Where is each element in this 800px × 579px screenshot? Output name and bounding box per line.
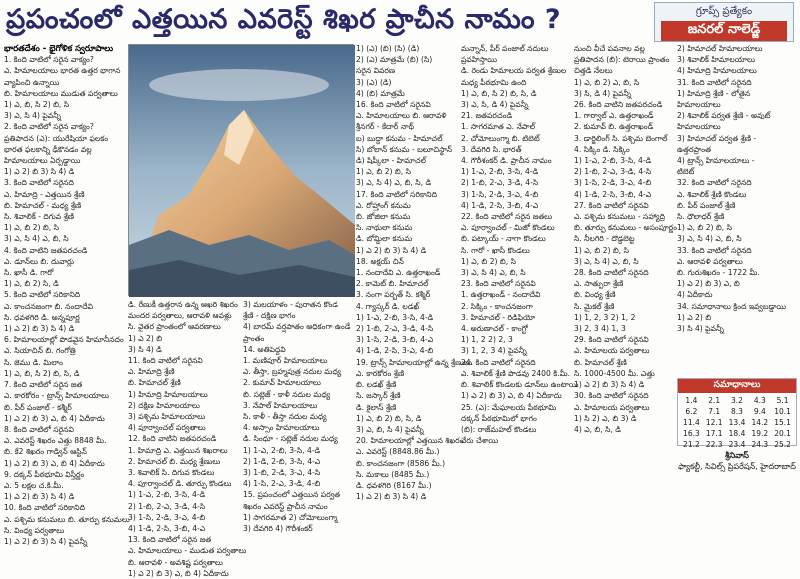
text-line: 1. ఉత్తరాఖండ్ - నందాదేవి — [461, 290, 541, 300]
text-line: 2) దక్షిణ హిమాలయాలు — [128, 400, 200, 410]
answer-item: 11.4 — [683, 418, 700, 427]
text-line: ప్రాంతం — [243, 333, 265, 343]
answer-item: 24.3 — [751, 440, 769, 449]
text-line: బి. గురుశిఖరం - 1722 మీ. — [677, 268, 760, 278]
text-line: 4) 1-డి, 2-సి, 3-ఎ, 4-బి — [356, 346, 434, 356]
text-line: 4) 1-డి, 2-సి, 3-బి, 4-ఎ — [128, 524, 206, 534]
section-heading: భారతదేశం - భైగోళిక స్వరూపాలు — [4, 44, 114, 54]
text-line: 4. గౌరీశంకర్ డి. ప్రాచీన నామం — [461, 156, 552, 166]
text-line: 4) 1-సి, 2-ఎ, 3-డి, 4-బి — [243, 479, 321, 489]
headline: ప్రపంచంలో ఎత్తయిన ఎవరెస్ట్ శిఖర ప్రాచీన నామం ? — [6, 4, 562, 35]
text-line: సి. మైకల్ శ్రేణి — [574, 301, 615, 311]
text-line: 1) ఎ 2) బి 3) సి 4) డి — [574, 380, 645, 390]
text-line: ఎ. హిమాద్రి శ్రేణి — [128, 367, 175, 377]
text-line: ఎ. హిమాలయ పర్వతాలు — [574, 402, 650, 412]
text-line: 1) ఎ, బి 2) బి, సి, డి — [356, 413, 422, 423]
text-line: ఎ. తీస్తా, బ్రహ్మపుత్ర నదుల మధ్య — [243, 367, 342, 377]
text-line: 4. కింది వాటిని జతపరచండి — [4, 245, 88, 255]
text-line: 3. శివాలిక్ సి. దిగువ కొండలు — [128, 468, 215, 478]
column-5 — [461, 44, 579, 478]
text-line: 26. కింది వాటిని జతపరచండి — [574, 100, 663, 110]
text-line: ఎ. హిమాలయాలు - ముడుత పర్వతాలు — [128, 546, 247, 556]
text-line: 1) ఎ 2) బి 3) సి 4) డి — [356, 492, 427, 502]
text-line: 4. అరుణాచల్ - కాంగ్టో — [461, 324, 528, 334]
text-line: ఎ. పూర్వాంచల్ - మిజో కొండలు — [461, 223, 555, 233]
text-line: 11. కింది వాటిలో సరైనవి — [128, 356, 203, 366]
text-line: 4) 1-డి, 2-సి, 3-బి, 4-ఎ — [461, 200, 539, 210]
text-line: 1. హిమాద్రి ఎ. ఎత్తయిన శిఖరాలు — [128, 445, 228, 455]
text-line: 1) ఎ 2) బి 3) సి 4) డి — [4, 167, 75, 177]
text-line: 2) 1-బి, 2-ఎ, 3-డి, 4-సి — [128, 501, 206, 511]
text-line: 3) సి, డి 4) పైవన్నీ — [574, 88, 632, 98]
text-line: సి) బోలాన్ కనుమ - బలూచిస్థాన్ — [356, 144, 452, 154]
text-line: 1) ఎ, బి 2) బి, సి — [4, 223, 59, 233]
text-line: ఎ. సాత్పురా శ్రేణి — [574, 279, 624, 289]
text-line: సి. ధౌలాధర్ శ్రేణి — [677, 212, 725, 222]
text-line: బి. హిమాచల్ - మధ్య శ్రేణి — [4, 200, 82, 210]
column-3 — [243, 300, 353, 534]
text-line: 3) ఎ, సి 4) ఎ, బి, సి — [461, 268, 526, 278]
answer-item: 13.4 — [728, 418, 746, 427]
column-1 — [4, 44, 130, 546]
mountain-illustration — [129, 45, 355, 297]
text-line: సి. జస్కార్ శ్రేణి — [356, 391, 401, 401]
text-line: 3. నంగా పర్బత్ సి. కశ్మీర్ — [356, 290, 431, 300]
text-line: 28. కింది వాటిలో సరైనది — [574, 268, 649, 278]
text-line: 27. కింది వాటిలో సరైనవి — [574, 200, 649, 210]
text-line: 1. గార్వాల్ ఎ. ఉత్తరాఖండ్ — [574, 111, 654, 121]
text-line: మన్నాన్, పీర్ పంజాల్ నదులు — [461, 44, 549, 53]
text-line: 2) 1-బి, 2-ఎ, 3-డి, 4-సి — [356, 324, 434, 334]
answer-item: 14.2 — [751, 418, 769, 427]
text-line: ఎ. కాంచనజంగా బి. నందాదేవి — [4, 301, 94, 311]
text-line: 1) 1, 2 2) 2, 3 — [461, 335, 513, 345]
text-line: 3) హిమాచల్ పర్వత శ్రేణి - — [677, 133, 757, 143]
column-6 — [574, 44, 678, 478]
text-line: 25. (ఎ): మేఘాలయ పీఠభూమి — [461, 402, 557, 412]
text-line: 2. సిక్కిం - కాంచనజంగా — [461, 301, 533, 311]
answer-item: 4.3 — [753, 396, 766, 405]
answer-item: 2.1 — [708, 396, 721, 405]
text-line: సి. నాథులా కనుమ — [356, 223, 413, 233]
tag-line1: గ్రూప్స్ ప్రత్యేకం — [695, 6, 753, 17]
text-line: బి. పీర్ పంజాల్ శ్రేణి — [677, 200, 736, 210]
text-line: 4) హిమాద్రి హిమాలయాలు — [677, 66, 757, 76]
text-line: డి. రేణుకీ ఉత్తరాన ఉన్న ఆఖరి శిఖరం — [128, 300, 238, 309]
answer-item: 8.3 — [731, 407, 743, 416]
text-line: బి. హిమాచల్ శ్రేణి — [574, 357, 627, 367]
text-line: శ్రీనగర్ - కేదార్ నాథ్ — [356, 122, 415, 132]
text-line: 1) ఎ, బి 2) బి, సి — [677, 223, 732, 233]
text-line: 1) ఎ 2) బి 3) సి 4) డి — [4, 324, 75, 334]
text-line: సి. జెము డి. మిలాం — [4, 357, 63, 367]
text-line: డి) షిప్కీలా - హిమాచల్ — [356, 156, 427, 166]
text-line: నుంచి వీచే పవనాల వల్ల — [574, 44, 645, 53]
text-line: 3) 1-సి, 2-డి, 3-ఎ, 4-బి — [461, 189, 539, 199]
text-line: 1) ఎ, బి, సి 2) బి, సి, డి — [461, 88, 537, 98]
answer-item: 18.4 — [728, 429, 746, 438]
answer-item: 25.2 — [774, 440, 791, 449]
text-line: 1) ఎ 2) బి — [128, 333, 163, 343]
text-line: 1) ఎ, బి, సి 2) బి, సి, డి — [4, 368, 80, 378]
answer-item: 5.1 — [776, 396, 789, 405]
text-line: 4) ట్రాన్స్ హిమాలయాలు - — [677, 156, 755, 166]
text-line: 3) 1, 2, 3 4) పైవన్నీ — [461, 346, 527, 356]
text-line: 4) ఏదీకాదు — [677, 290, 713, 300]
text-line: బి. ఆరావళి - అవశిష్ట పర్వతాలు — [128, 557, 223, 567]
text-line: 23. కింది వాటిలో సరైనవి — [461, 279, 536, 289]
text-line: 8. కింది వాటిలో సరైనవి — [4, 424, 74, 434]
text-line: 5. కింది వాటిలో సరికానిది — [4, 290, 81, 300]
text-line: 4. గ్యాస్కర్ డి. లడఖ్ — [356, 301, 420, 311]
text-line: 24. కింది వాటిలో సరైనది — [461, 357, 536, 367]
text-line: 3) దేవగిరి 4) గౌరీశంకర్ — [243, 524, 313, 534]
text-line: ఎ. హిమాలయాలు భారత ఉత్తర భాగాన — [4, 66, 121, 76]
text-line: 12. కింది వాటిని జతపరచండి — [128, 434, 217, 444]
text-line: 1. సాగరమాత ఎ. నేపాల్ — [461, 122, 535, 132]
text-line: 29. కింది వాటిలో సరైనవి — [574, 335, 649, 345]
text-line: 1) ఎ 2) బి 3) ఎ, బి 4) ఏదీకాదు — [4, 413, 105, 423]
text-line: 1) సి 2) ఎ, బి 3) డి — [574, 413, 637, 423]
text-line: 2. కుమావ్ హిమాలయాలు — [243, 378, 321, 388]
column-2 — [128, 300, 247, 578]
text-line: సి. ఖాసీ డి. గారో — [4, 268, 54, 278]
text-line: 1) 1-ఎ, 2-బి, 3-సి, 4-డి — [461, 167, 539, 177]
text-line: బి. జోజిలా కనుమ — [356, 212, 411, 222]
text-line: 3) సి 4) పైవన్నీ — [677, 324, 724, 334]
column-7 — [677, 44, 797, 374]
text-line: 2) (ఎ) మాత్రమే (బి) (సి) — [356, 55, 433, 65]
text-line: సి. నీలగిరి - దొడ్డబెట్ట — [574, 234, 635, 244]
answers-title: సమాధానాలు — [678, 379, 796, 393]
text-line: మందర పర్వతాలు, ఆరావళి ఆవళ్లు — [128, 311, 232, 321]
text-line: 1) 1-ఎ, 2-బి, 3-సి, 4-డి — [128, 490, 206, 500]
text-line: ఎ. రోహ్తాంగ్ కనుమ — [356, 200, 411, 210]
text-line: 1) ఎ 2) బి 3) సి 4) పైవన్నీ — [4, 536, 88, 546]
text-line: డి. కైలాస్ శ్రేణి — [356, 402, 397, 412]
text-line: (బి): రాజ్‌మహల్ కొండలు — [461, 424, 537, 434]
text-line: 1) ఎ, బి 2) ఎ, బి, సి — [574, 77, 640, 87]
text-line: 6. హిమాలయాల్లో పొడవైన హిమానీనదం — [4, 335, 124, 345]
text-line: 19. ట్రాన్స్ హిమాలయాల్లో ఉన్న శ్రేణులు — [356, 357, 473, 367]
text-line: బి. హిమాచల్ శ్రేణి — [128, 378, 181, 388]
text-line: 10. కింది వాటిలో సరికానిది — [4, 503, 86, 513]
text-line: 3) (ఎ) (డి) — [356, 77, 392, 87]
text-line: 1) హిమాద్రి హిమాలయాలు — [128, 389, 208, 399]
text-line: 21. జతపరచండి — [461, 111, 513, 121]
answer-item: 7.1 — [708, 407, 721, 416]
text-line: 16. కింది వాటిలో సరైనవి — [356, 100, 431, 110]
text-line: మధ్య పీఠభూమి ఉంది — [461, 77, 527, 87]
text-line: డి. ధవళగిరి (8167 మీ.) — [356, 480, 432, 490]
text-line: ఎ. శివాలిక్ శ్రేణి కొండలు — [677, 189, 747, 199]
text-line: 2) హిమాచల్ హిమాలయాలు — [677, 44, 763, 53]
text-line: 7. కింది వాటిలో సరైన జత — [4, 380, 83, 390]
text-line: ఉత్తరప్రాంత — [677, 144, 711, 154]
text-line: 4. పూర్వాంచల్ డి. తూర్పు కొండలు — [128, 479, 232, 489]
answer-item: 21.2 — [683, 440, 700, 449]
text-line: 1) ఎ, బి 2) బి, సి — [574, 245, 629, 255]
text-line: 1) 1, 2, 3 2) 1, 2 — [574, 312, 636, 322]
text-line: బి. హిమాలయాలు ముడుత పర్వతాలు — [4, 88, 118, 98]
text-line: చిత్తడి నేలలు — [574, 66, 613, 76]
text-line: టిబెట్ — [677, 167, 695, 177]
text-line: ఎ. ఆరావళి పర్వతాలు — [677, 256, 743, 266]
text-line: 3) 1-సి, 2-డి, 3-బి, 4-ఎ — [356, 335, 434, 345]
author-credit — [677, 450, 797, 478]
text-line: 4) బారమ్ వర్షపాతం అధికంగా ఉండే — [243, 322, 351, 332]
text-line: బి. తూర్పు కనుమలు - అసంపూర్ణం — [574, 223, 678, 233]
answer-item: 16.3 — [683, 429, 700, 438]
text-line: సి. శివాలిక్ - దిగువ శ్రేణి — [4, 212, 75, 222]
text-line: ప్రవహిస్తాయి — [461, 55, 498, 65]
text-line: 4. సిక్కిం డి. సిక్కిం — [574, 144, 630, 154]
text-line: బ) బుద్ధా కనుమ - హిమాచల్ — [356, 133, 443, 143]
text-line: సి. గారో - ఖాసీ కొండలు — [461, 245, 530, 255]
text-line: 3) 1-బి, 2-డి, 3-ఎ, 4-సి — [243, 468, 321, 478]
text-line: ఎ. హిమాద్రి - ఎత్తయిన శ్రేణి — [4, 189, 85, 199]
text-line: ఎ. ఎవరెస్ట్ (8848.86 మీ.) — [356, 447, 440, 457]
text-line: 3) సి 4) డి — [128, 344, 162, 354]
text-line: ఎ. డూన్‌లు బి. దువార్లు — [4, 256, 75, 266]
text-line: 14. అతిపెద్దవి — [243, 344, 286, 354]
text-line: ఎ. పశ్చిమ కనుమలు బి. తూర్పు కనుమలు — [4, 514, 130, 524]
text-line: 34. సమాధానాలు క్రింద ఇవ్వబడ్డాయి — [677, 301, 787, 311]
text-line: బి. కే2 శిఖరం గాడ్విన్ ఆస్టిన్ — [4, 447, 87, 457]
text-line: 3) ఎ, సి 4) పైవన్నీ — [4, 111, 62, 121]
answer-item: 9.4 — [753, 407, 766, 416]
text-line: 3) ఎ, సి 4) ఎ, బి, సి — [574, 256, 639, 266]
text-line: 2. హిమాచల్ బి. మధ్య శ్రేణులు — [128, 456, 221, 466]
text-line: 3. దేవగిరి సి. భారత్ — [461, 144, 522, 154]
text-line: 4) పూర్వాంచల్ పర్వతాలు — [128, 423, 206, 433]
text-line: సి. ధవళగిరి డి. అన్నపూర్ణ — [4, 312, 80, 322]
text-line: 1. కింది వాటిలో సరైన వాక్యం? — [4, 55, 94, 65]
text-line: 2) శివాలిక్ పర్వత శ్రేణి - అవుట్ — [677, 111, 771, 121]
text-line: 3) ఎ, బి, సి 4) పైవన్నీ — [356, 424, 424, 434]
column-4 — [356, 44, 473, 502]
text-line: 3. నేపాల్ హిమాలయాలు — [243, 400, 318, 410]
author-role: ఫ్యాకల్టీ, సివిల్స్ ప్రిపరేషన్, హైదరాబాద్ — [678, 462, 796, 471]
text-line: 3. డార్జిలింగ్ సి. పశ్చిమ బెంగాల్ — [574, 133, 668, 143]
text-line: 2. కింది వాటిలో సరైన వాక్యం? — [4, 122, 94, 132]
text-line: 1) ఎ 2) బి — [677, 312, 712, 322]
text-line: ఎ. శివాలిక్ శ్రేణి పొడవు 2400 కి.మీ. — [461, 368, 571, 378]
text-line: 1) ఎ, బి 2) బి, సి — [356, 167, 411, 177]
text-line: ఎ. పశ్చిమ కనుమలు - సహ్యాద్రి — [574, 212, 665, 222]
text-line: 3) 1-సి, 2-డి, 3-ఎ, 4-బి — [128, 512, 206, 522]
answer-item: 22.3 — [705, 440, 723, 449]
text-line: 1) సాగరమాత 2) చోమోలుంగ్మా — [243, 512, 338, 522]
text-line: సి. వింధ్య పర్వతాలు — [4, 525, 65, 535]
text-line: 2) 1-బి, 2-ఎ, 3-డి, 4-సి — [574, 167, 652, 177]
text-line: బి. పట్కాయ్ - నాగా కొండలు — [461, 234, 546, 244]
text-line: బి. కాంచనజంగా (8586 మీ.) — [356, 458, 446, 468]
text-line: 32. కింది వాటిలో సరైనది — [677, 178, 752, 188]
text-line: హిమాలయాలు ఏర్పడ్డాయి — [4, 156, 81, 166]
answers-box — [677, 378, 797, 449]
text-line: 2. కుమావ్ బి. ఉత్తరాఖండ్ — [574, 122, 654, 132]
text-line: 1) హిమాద్రి శ్రేణి - లోతైన — [677, 88, 751, 98]
text-line: 30. కింది వాటిలో సరైనది — [574, 391, 649, 401]
text-line: 2. కామెట్ బి. హిమాచల్ — [356, 279, 429, 289]
answer-item: 1.4 — [685, 396, 698, 405]
section-tag — [654, 2, 794, 42]
text-line: 1) 1-ఎ, 2-బి, 3-సి, 4-డి — [243, 445, 321, 455]
answers-grid — [678, 393, 796, 452]
text-line: 1) ఎ 2) బి 3) సి 4) డి — [4, 492, 75, 502]
text-line: దక్కన్ పీఠభూమిలో భాగం — [461, 413, 537, 423]
text-line: హిమాలయాలు — [677, 122, 721, 132]
text-line: ప్రతిపాదన (ఎ): యురేషియా ఫలకం — [4, 133, 109, 143]
text-line: ఎ. హిమాలయాలు బి. ఆరావళి — [356, 111, 447, 121]
text-line: 3) శివాలిక్ హిమాలయాలు — [677, 55, 755, 65]
text-line: 13. కింది వాటిలో సరైన జత — [128, 535, 212, 545]
text-line: సి. వైతర ప్రాంతంలో ఆవరణాలు — [128, 322, 221, 332]
text-line: 2. చోమోలుంగ్మా బి. టిబెట్ — [461, 133, 540, 143]
text-line: శిఖరం ఎవరెస్ట్ ప్రాచీన నామం — [243, 501, 328, 511]
answer-item: 12.1 — [705, 418, 723, 427]
text-line: 3) మలయాళం - పురాతన కొండ — [243, 300, 338, 309]
text-line: 17. కింది వాటిలో సరికానిది — [356, 189, 438, 199]
text-line: 3) పశ్చిమ హిమాలయాలు — [128, 412, 206, 422]
answer-item: 10.1 — [774, 407, 791, 416]
text-line: 1) ఎ, బి 2) బి, సి — [461, 256, 516, 266]
text-line: 3) 2, 3 4) 1, 3 — [574, 324, 626, 334]
text-line: 22. కింది వాటిలో సరైన జతలు — [461, 212, 553, 222]
text-line: 1) 1-ఎ, 2-బి, 3-సి, 4-డి — [356, 312, 434, 322]
everest-photo — [128, 44, 354, 296]
text-line: బి. పీర్ పంజాల్ - కశ్మీర్ — [4, 402, 72, 412]
text-line: 1) 1-ఎ, 2-బి, 3-సి, 4-డి — [574, 156, 652, 166]
text-line: వేరు చేశాయి — [461, 436, 499, 446]
answer-item: 17.1 — [705, 429, 723, 438]
author-name: శ్రీనివాస్ — [725, 451, 749, 460]
answer-item: 3.2 — [731, 396, 743, 405]
text-line: బి. వింధ్య శ్రేణి — [574, 290, 616, 300]
answer-item: 23.4 — [728, 440, 746, 449]
text-line: డి. సింధూ - సట్లెజ్ నదుల మధ్య — [243, 434, 338, 444]
text-line: ఎ. హిమాలయ పర్వతాలు — [574, 346, 650, 356]
text-line: సి. కాళీ - తీస్తా నదుల మధ్య — [243, 412, 327, 422]
text-line: 20. హిమాలయాల్లో ఎత్తయిన శిఖరం — [356, 436, 464, 446]
text-line: 4) (బి) మాత్రమే — [356, 88, 405, 98]
text-line: హిమాలయాలు — [677, 100, 721, 110]
text-line: 4. అస్సాం హిమాలయాలు — [243, 423, 320, 433]
text-line: 1) ఎ, బి, సి 2) బి, సి — [4, 100, 70, 110]
text-line: 3) ఎ, సి 4) ఎ, బి, సి, డి — [356, 178, 432, 188]
text-line: 1) ఎ 2) బి 3) ఎ, బి 4) ఏదీకాదు — [128, 568, 229, 578]
text-line: ఎ. కారకోరం - ట్రాన్స్ హిమాలయాలు — [4, 391, 109, 401]
text-line: 3) 1-సి, 2-డి, 3-ఎ, 4-బి — [574, 178, 652, 188]
tag-line2: జనరల్ నాలెడ్జ్ — [661, 21, 787, 41]
answer-item: 15.1 — [774, 418, 791, 427]
text-line: 18. అక్షయ్ చిన్ — [356, 256, 404, 266]
text-line: 3. హిమాచల్ - రిడిఫియో — [461, 312, 536, 322]
text-line: ఎ. ఎవరెస్ట్ శిఖరం ఎత్తు 8848 మీ. — [4, 436, 107, 446]
text-line: ఎ. 5 లక్షల చ.కి.మీ. — [4, 480, 64, 490]
text-line: భారత ఫలకాన్ని ఢీకొనడం వల్ల — [4, 144, 92, 154]
text-line: 1. మణిపూర్ హిమాలయాలు — [243, 356, 328, 366]
text-line: 9. దక్కన్ పీఠభూమి విస్తీర్ణం — [4, 469, 85, 479]
text-line: ఎ. సియాచిన్ బి. గంగోత్రి — [4, 346, 76, 356]
answer-item: 6.2 — [685, 407, 698, 416]
text-line: వ్యాపించి ఉన్నాయి — [4, 77, 60, 87]
text-line: 1) ఎ 2) బి 3) ఎ, బి 4) ఏదీకాదు — [461, 391, 562, 401]
text-line: బి. సట్లెజ్ - కాళీ నదుల మధ్య — [243, 389, 331, 399]
text-line: 15. ప్రపంచంలో ఎత్తయిన పర్వత — [243, 490, 341, 500]
text-line: 4) 1-డి, 2-సి, 3-బి, 4-ఎ — [574, 189, 652, 199]
text-line: సి. మకాలు (8485 మీ.) — [356, 469, 430, 479]
text-line: 1) ఎ, బి 2) సి, డి — [4, 279, 59, 289]
text-line: 3) ఎ, సి 4) ఎ, బి, సి — [4, 234, 69, 244]
text-line: డి. బోమ్డిలా కనుమ — [356, 234, 413, 244]
text-line: 31. కింది వాటిలో సరైనది — [677, 77, 752, 87]
text-line: 1) ఎ 2) బి 3) ఎ, బి — [677, 279, 740, 289]
text-line: 2) 1-డి, 2-బి, 3-సి, 4-ఎ — [243, 456, 321, 466]
text-line: సరైన వివరణ — [356, 66, 396, 76]
text-line: సి. 1000-4500 మీ. ఎత్తు — [574, 368, 655, 378]
text-line: 4) ఎ, బి, సి, డి — [574, 424, 621, 434]
answer-item: 20.1 — [774, 429, 791, 438]
text-line: 1) ఎ 2) బి 3) సి 4) డి — [356, 245, 427, 255]
text-line: 3) ఎ, సి, డి 4) పైవన్నీ — [461, 100, 529, 110]
text-line: ఎ. కారకోరం శ్రేణి — [356, 368, 405, 378]
text-line: 3) ఎ, సి 4) ఎ, బి, సి — [677, 234, 742, 244]
answer-item: 19.2 — [751, 429, 769, 438]
text-line: 3. కింది వాటిలో సరైనది — [4, 178, 74, 188]
text-line: బి. లడఖ్ శ్రేణి — [356, 380, 397, 390]
text-line: 1) (ఎ) (బి) (సి) (డి) — [356, 44, 420, 53]
text-line: శ్రేణి - దక్షిణ భాగం — [243, 311, 296, 321]
text-line: 33. కింది వాటిలో సరైనది — [677, 245, 752, 255]
text-line: 1) ఎ 2) బి 3) ఎ, బి 4) ఏదీకాదు — [4, 458, 105, 468]
text-line: 1. నందాదేవి ఎ. ఉత్తరాఖండ్ — [356, 268, 441, 278]
text-line: ప్రతిపాదన (బి): టెరాయి ప్రాంతం — [574, 55, 670, 65]
text-line: బి. శివాలిక్ కొండలకు డూన్‌లు ఉంటాయి — [461, 380, 579, 390]
text-line: డి. రెండు హిమాలయ పర్వత శ్రేణుల — [461, 66, 567, 76]
text-line: 2) 1-బి, 2-ఎ, 3-డి, 4-సి — [461, 178, 539, 188]
